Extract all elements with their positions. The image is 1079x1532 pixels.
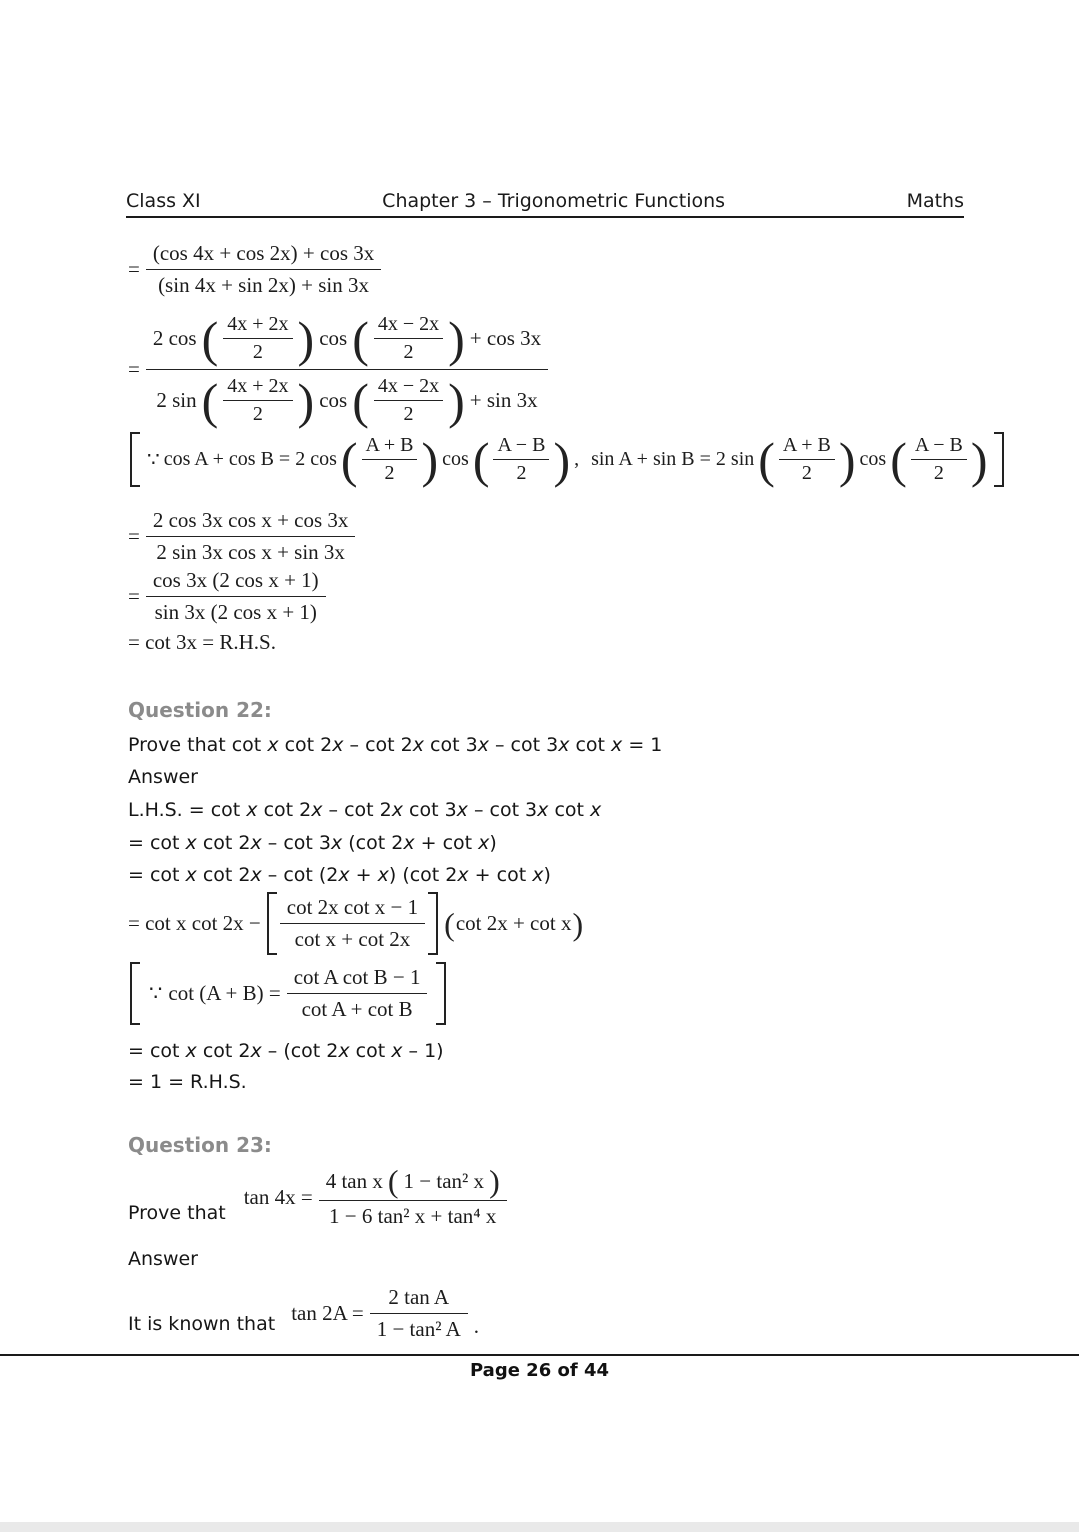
close-paren: ) [970,431,988,488]
close-paren: ) [448,310,465,367]
inner-denominator: 2 [223,338,292,366]
fraction [287,962,428,1025]
close-paren: ) [297,310,315,367]
footer-divider [0,1354,1079,1356]
header-class: Class XI [126,190,201,212]
inner-denominator: 2 [223,400,292,428]
q22-step-lhs: L.H.S. = cot x cot 2x – cot 2x cot 3x – cot 3x cot x [128,799,602,821]
eq-sum-cos-over-sin [128,238,381,301]
inner-denominator: 2 [374,400,443,428]
fraction-numerator: cot A cot B − 1 [293,965,421,989]
term: cos [319,388,348,412]
fraction [319,1162,507,1232]
close-paren: ) [838,431,856,488]
left-bracket [267,892,277,955]
open-paren: ( [352,310,369,367]
q23-answer-label: Answer [128,1248,198,1270]
term: tan 4x = [243,1184,313,1209]
paren-group [444,905,584,942]
left-bracket [130,962,140,1025]
close-paren: ) [297,372,315,429]
open-paren: ( [387,1163,399,1199]
left-bracket [130,432,140,487]
close-paren: ) [572,905,584,942]
fraction-numerator: 2 tan A [388,1285,450,1309]
term: cos A + cos B = 2 cos [163,448,337,470]
because-symbol: ∵ [149,981,163,1005]
q23-prove-label: Prove that [128,1202,226,1224]
open-paren: ( [340,431,358,488]
page-number: Page 26 of 44 [469,1360,610,1381]
fraction [280,892,425,955]
open-paren: ( [758,431,775,488]
inner-numerator: A + B [782,434,831,456]
inner-numerator: 4x + 2x [227,313,289,335]
q22-eq-bracket-fraction [128,892,583,955]
fraction-numerator [146,308,548,369]
equals-sign: = [128,584,140,608]
q22-step-4: = cot x cot 2x – (cot 2x cot x – 1) [128,1040,444,1062]
inner-fraction [911,432,967,487]
term: cos [859,448,887,470]
close-paren: ) [421,431,439,488]
inner-fraction [374,373,443,428]
fraction-numerator: 2 cos 3x cos x + cos 3x [152,508,349,532]
open-paren: ( [201,310,219,367]
close-paren: ) [553,431,571,488]
fraction-numerator [319,1162,507,1200]
inner-fraction [223,373,292,428]
header-chapter-title: Chapter 3 – Trigonometric Functions [382,190,726,212]
inner-denominator: 2 [911,459,967,487]
inner-numerator: A − B [497,434,546,456]
fraction [146,308,548,431]
fraction-denominator: 1 − 6 tan² x + tan⁴ x [319,1200,507,1232]
fraction-denominator: 2 sin 3x cos x + sin 3x [146,536,356,568]
fraction-numerator: (cos 4x + cos 2x) + cos 3x [152,241,375,265]
fraction [146,565,326,628]
inner-numerator: 4x − 2x [377,375,440,397]
q23-eq-tan2a [291,1282,468,1345]
fraction [146,505,356,568]
fraction-numerator: cot 2x cot x − 1 [286,895,419,919]
term: 1 − tan² x [403,1168,485,1193]
inner-numerator: A + B [365,434,414,456]
fraction-numerator: cos 3x (2 cos x + 1) [152,568,319,592]
q22-step-3: = cot x cot 2x – cot (2x + x) (cot 2x + cot x) [128,864,551,886]
term: 2 cos [152,326,197,350]
q23-known-row [128,1282,479,1345]
inner-denominator: 2 [779,459,835,487]
open-paren: ( [201,372,219,429]
term: cot 2x + cot x [455,911,572,935]
term: = cot x cot 2x − [128,911,261,935]
period: . [473,1314,480,1338]
equals-sign: = [128,257,140,281]
term: 4 tan x [325,1168,383,1193]
q22-step-final: = 1 = R.H.S. [128,1071,247,1093]
inner-fraction [779,432,835,487]
inner-denominator: 2 [374,338,443,366]
right-bracket [994,432,1004,487]
term: sin A + sin B = 2 sin [591,448,755,470]
term: cos [442,448,469,470]
inner-denominator: 2 [362,459,418,487]
equals-sign: = [128,357,140,381]
open-paren: ( [472,431,490,488]
eq-factored [128,565,326,628]
inner-numerator: 4x − 2x [377,313,440,335]
because-symbol: ∵ [147,449,160,471]
identity-sum-to-product [130,432,1004,487]
q23-prove-row [128,1162,507,1232]
inner-denominator: 2 [493,459,549,487]
open-paren: ( [444,905,455,942]
fraction-denominator: 1 − tan² A [370,1313,468,1345]
open-paren: ( [890,431,907,488]
bottom-edge-strip [0,1522,1079,1532]
eq-result-rhs: = cot 3x = R.H.S. [128,630,276,654]
inner-fraction [362,432,418,487]
term: cot (A + B) = [168,981,281,1005]
open-paren: ( [352,372,369,429]
right-bracket [436,962,446,1025]
fraction-denominator: cot A + cot B [287,993,428,1025]
comma: , [574,448,580,470]
q22-identity-cot-sum [130,962,446,1025]
question-23-title: Question 23: [128,1133,272,1157]
right-bracket [428,892,438,955]
inner-fraction [374,311,443,366]
eq-product-form [128,308,548,431]
close-paren: ) [448,372,465,429]
inner-numerator: A − B [914,434,963,456]
equals-sign: = [128,524,140,548]
fraction-denominator: cot x + cot 2x [280,923,425,955]
question-22-title: Question 22: [128,698,272,722]
q22-answer-label: Answer [128,766,198,788]
term: + cos 3x [469,326,542,350]
fraction-denominator: (sin 4x + sin 2x) + sin 3x [146,269,381,301]
q23-eq-tan4x [244,1162,507,1232]
header-subject: Maths [906,190,964,212]
inner-fraction [223,311,292,366]
page-header [126,190,964,218]
fraction-denominator: sin 3x (2 cos x + 1) [146,596,326,628]
q22-prove-statement: Prove that cot x cot 2x – cot 2x cot 3x – cot 3x cot x = 1 [128,734,663,756]
bracket-group [267,892,438,955]
fraction-denominator [146,369,548,431]
close-paren: ) [489,1163,500,1199]
term: cos [319,326,348,350]
eq-expanded [128,505,355,568]
term: + sin 3x [469,388,538,412]
inner-fraction [493,432,549,487]
term: 2 sin [156,388,197,412]
inner-numerator: 4x + 2x [227,375,289,397]
fraction [146,238,381,301]
q23-known-label: It is known that [128,1313,276,1335]
term: tan 2A = [291,1301,364,1325]
fraction [370,1282,468,1345]
q22-step-2: = cot x cot 2x – cot 3x (cot 2x + cot x) [128,832,497,854]
